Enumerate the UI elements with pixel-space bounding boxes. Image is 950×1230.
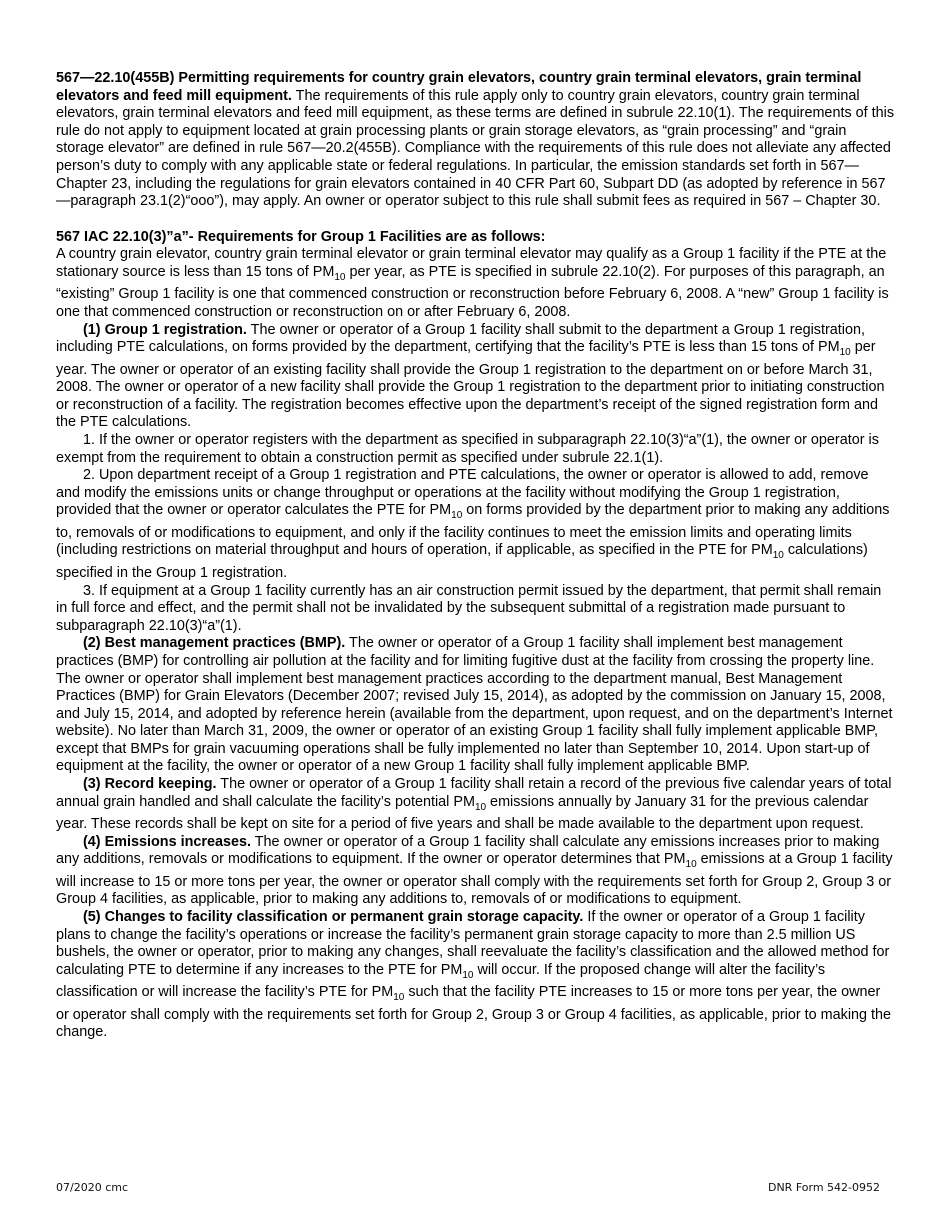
intro-text: The requirements of this rule apply only to country grain elevators, country grain terminal elevators, grain terminal elevators and feed mill equipment, as these terms are defined in subrule 22.10(1). The requirements of this rule do not apply to equipment located at grain processing plants or grain storage elevators, as “grain processing” and “grain storage elevator” are defined in rule 567—20.2(455B). Compliance with the requirements of this rule does not alleviate any affected person’s duty to comply with any applicable state or federal regulations. In particular, the emission standards set forth in 567—Chapter 23, including the regulations for grain elevators contained in 40 CFR Part 60, Subpart DD (as adopted by reference in 567—paragraph 23.1(2)“ooo”), may apply. An owner or operator subject to this rule shall submit fees as required in 567 – Chapter 30. <box>56 87 895 210</box>
subscript: 10 <box>685 859 697 871</box>
text-run: A country grain elevator, country grain terminal elevator or grain terminal elevator may qualify as a Group 1 facility if the PTE at the stationary source is less than 15 tons of PM <box>56 246 887 280</box>
text-run: per year, as PTE is specified in subrule 22.10(2). For purposes of this paragraph, an “existing” Group 1 facility is one that commenced construction or reconstruction before February 6, 2008. A “new” Group 1 facility is one that commenced construction or reconstruction on or after February 6, 2008. <box>56 263 889 320</box>
section-4-emissions-increases <box>56 834 896 909</box>
subscript: 10 <box>772 550 784 562</box>
text-run: The owner or operator of a Group 1 facility shall submit to the department a Group 1 registration, including PTE calculations, on forms provided by the department, certifying that the facility’s PTE is less than 15 tons of PM <box>56 321 865 356</box>
text-run: emissions at a Group 1 facility will increase to 15 or more tons per year, the owner or operator shall comply with the requirements set forth for Group 2, Group 3 or Group 4 facilities, as applicable, prior to making any additions to, removals of or modifications to equipment. <box>56 851 893 908</box>
section-2-bmp <box>56 635 896 776</box>
text-run: emissions annually by January 31 for the previous calendar year. These records shall be kept on site for a period of five years and shall be made available to the department upon request. <box>56 793 869 833</box>
section-1-registration <box>56 322 896 432</box>
text-run: calculations) specified in the Group 1 registration. <box>56 542 868 581</box>
subscript: 10 <box>334 271 346 283</box>
section-3-label: (3) Record keeping. <box>83 776 217 793</box>
subscript: 10 <box>393 992 405 1004</box>
section-5-classification-changes <box>56 909 896 1042</box>
subscript: 10 <box>474 801 487 813</box>
spacer <box>56 211 896 229</box>
text-run: 2. Upon department receipt of a Group 1 registration and PTE calculations, the owner or operator is allowed to add, remove and modify the emissions units or change throughput or operations at the facility without modifying the Group 1 registration, provided that the owner or operator calculates the PTE for PM <box>56 467 869 519</box>
group1-heading: 567 IAC 22.10(3)”a”- Requirements for Group 1 Facilities are as follows: <box>56 228 546 245</box>
section-1-item-1: 1. If the owner or operator registers with the department as specified in subparagraph 22.10(3)“a”(1), the owner or operator is exempt from the requirement to obtain a construction permit as specified under subrule 22.1(1). <box>56 432 879 466</box>
section-2-label: (2) Best management practices (BMP). <box>83 635 346 652</box>
footer-form-number: DNR Form 542-0952 <box>767 1181 880 1194</box>
section-4-label: (4) Emissions increases. <box>83 833 251 850</box>
footer-date: 07/2020 cmc <box>56 1181 129 1194</box>
intro-paragraph <box>56 70 896 211</box>
text-run: such that the facility PTE increases to 15 or more tons per year, the owner or operator shall comply with the requirements set forth for Group 2, Group 3 or Group 4 facilities, as applicable, prior to making the change. <box>56 984 892 1041</box>
text-run: per year. The owner or operator of an existing facility shall provide the Group 1 registration to the department on or before March 31, 2008. The owner or operator of a new facility shall provide the Group 1 registration to the department prior to initiating construction or reconstruction of a facility. The registration becomes effective upon the department’s receipt of the signed registration form and the PTE calculations. <box>56 339 885 431</box>
text-run: The owner or operator of a Group 1 facility shall retain a record of the previous five calendar years of total annual grain handled and shall calculate the facility’s potential PM <box>56 776 892 810</box>
text-run: The owner or operator of a Group 1 facility shall implement best management practices (BMP) for controlling air pollution at the facility and for limiting fugitive dust at the facility from crossing the property line. The owner or operator shall implement best management practices according to the department manual, Best Management Practices (BMP) for Grain Elevators (December 2007; revised July 15, 2014), as adopted by the commission on January 15, 2008, and July 15, 2014, and adopted by reference herein (available from the department, upon request, and on the department’s Internet website). No later than March 31, 2009, the owner or operator of an existing Group 1 facility shall fully implement applicable BMP, except that BMPs for grain vacuuming operations shall be fully implemented no later than September 10, 2014. Upon start-up of equipment at the facility, the owner or operator of a new Group 1 facility shall fully implement applicable BMP. <box>56 635 893 775</box>
section-5-label: (5) Changes to facility classification or permanent grain storage capacity. <box>83 908 584 925</box>
section-3-record-keeping <box>56 776 896 834</box>
group1-definition <box>56 246 896 321</box>
rule-heading: 567—22.10(455B) Permitting requirements for country grain elevators, country grain terminal elevators, grain terminal elevators and feed mill equipment. <box>56 70 862 104</box>
subscript: 10 <box>451 510 463 522</box>
section-1-item-3: 3. If equipment at a Group 1 facility currently has an air construction permit issued by the department, that permit shall remain in full force and effect, and the permit shall not be invalidated by the subsequent submittal of a registration made pursuant to subparagraph 22.10(3)“a”(1). <box>56 582 882 634</box>
subscript: 10 <box>462 969 474 981</box>
text-run: If the owner or operator of a Group 1 facility plans to change the facility’s operations or increase the facility’s permanent grain storage capacity to more than 2.5 million US bushels, the owner or operator, prior to making any changes, shall reevaluate the facility’s classification and the allowed method for calculating PTE to determine if any increases to the PTE for PM <box>56 908 890 978</box>
text-run: will occur. If the proposed change will alter the facility’s classification or will increase the facility’s PTE for PM <box>56 961 826 1001</box>
section-1-item-2 <box>56 467 896 582</box>
section-1-label: (1) Group 1 registration. <box>83 321 247 338</box>
text-run: on forms provided by the department prior to making any additions to, removals of or modifications to equipment, and only if the facility continues to meet the emission limits and operating limits (including restrictions on material throughput and hours of operation, if applicable, as specified in the PTE for PM <box>56 502 890 559</box>
subscript: 10 <box>839 347 851 359</box>
text-run: The owner or operator of a Group 1 facility shall calculate any emissions increases prior to making any additions, removals or modifications to equipment. If the owner or operator determines that PM <box>56 833 880 868</box>
document-body <box>56 70 896 1042</box>
